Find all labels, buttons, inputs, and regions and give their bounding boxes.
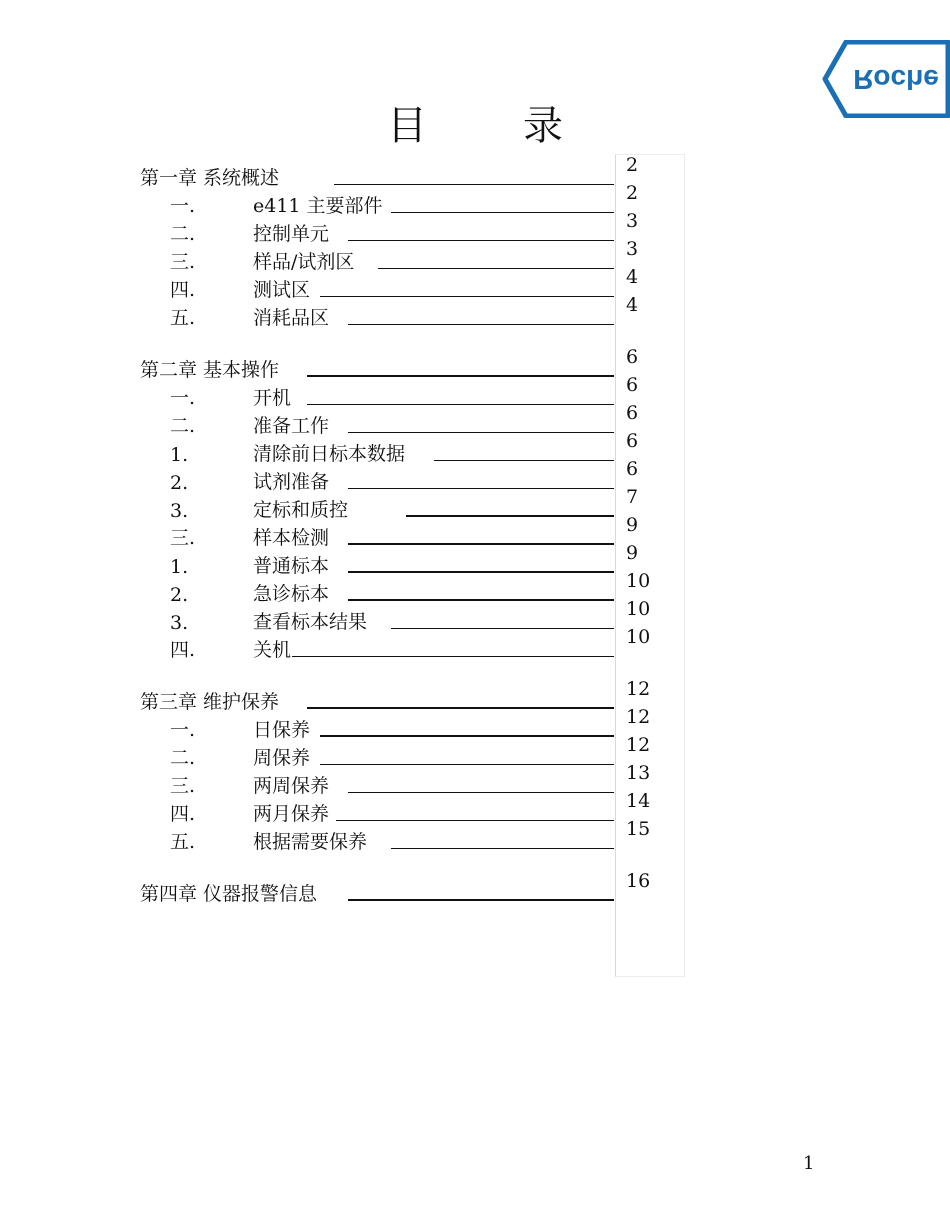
toc-item-label: 开机 — [253, 387, 292, 409]
toc-leader-line — [348, 324, 614, 325]
page-number: 1 — [803, 1153, 815, 1174]
toc-chapter-label: 第二章 基本操作 — [140, 359, 280, 381]
toc-item-number: 三. — [170, 527, 196, 549]
toc-page-number: 9 — [626, 542, 639, 564]
toc-item-row[interactable] — [0, 266, 950, 304]
toc-page-number: 3 — [626, 210, 639, 232]
toc-item-label: 试剂准备 — [253, 471, 330, 493]
toc-leader-line — [336, 820, 614, 821]
toc-page-number: 7 — [626, 486, 639, 508]
toc-item-number: 3. — [170, 500, 189, 522]
toc-chapter-label: 第四章 仪器报警信息 — [140, 883, 318, 905]
toc-item-label: 查看标本结果 — [253, 611, 368, 633]
title-left-char: 目 — [387, 103, 427, 149]
toc-leader-line — [406, 515, 614, 517]
toc-item-row[interactable] — [0, 598, 950, 636]
toc-item-number: 一. — [170, 719, 196, 741]
toc-page-number: 3 — [626, 238, 639, 260]
toc-item-label: 周保养 — [253, 747, 311, 769]
toc-item-row[interactable] — [0, 790, 950, 828]
toc-page-number: 16 — [626, 870, 651, 892]
toc-item-number: 四. — [170, 639, 196, 661]
toc-chapter-label: 第三章 维护保养 — [140, 691, 280, 713]
toc-item-number: 四. — [170, 279, 196, 301]
toc-page-number: 10 — [626, 570, 651, 592]
toc-page-number: 2 — [626, 154, 639, 176]
toc-item-row[interactable] — [0, 818, 950, 856]
toc-page-number: 10 — [626, 626, 651, 648]
toc-leader-line — [334, 184, 614, 185]
toc-item-number: 一. — [170, 387, 196, 409]
toc-item-label: 测试区 — [253, 279, 311, 301]
toc-item-number: 二. — [170, 415, 196, 437]
toc-page-number: 14 — [626, 790, 651, 812]
toc-item-row[interactable] — [0, 486, 950, 524]
toc-item-row[interactable] — [0, 706, 950, 744]
toc-item-number: 三. — [170, 251, 196, 273]
toc-item-row[interactable] — [0, 458, 950, 496]
toc-item-row[interactable] — [0, 182, 950, 220]
toc-item-number: 二. — [170, 747, 196, 769]
toc-chapter-row[interactable] — [0, 870, 950, 908]
toc-leader-line — [348, 899, 614, 901]
toc-page-number: 12 — [626, 734, 651, 756]
toc-chapter-row[interactable] — [0, 346, 950, 384]
toc-item-row[interactable] — [0, 570, 950, 608]
toc-item-label: 根据需要保养 — [253, 831, 368, 853]
toc-item-label: 两月保养 — [253, 803, 330, 825]
toc-leader-line — [348, 543, 614, 545]
toc-item-number: 二. — [170, 223, 196, 245]
toc-item-row[interactable] — [0, 374, 950, 412]
toc-item-number: 3. — [170, 612, 189, 634]
toc-leader-line — [391, 212, 614, 213]
toc-item-label: 关机 — [253, 639, 292, 661]
toc-leader-line — [348, 488, 614, 489]
toc-page-number: 9 — [626, 514, 639, 536]
toc-item-row[interactable] — [0, 430, 950, 468]
toc-item-number: 2. — [170, 472, 189, 494]
toc-leader-line — [307, 707, 614, 709]
toc-leader-line — [348, 240, 614, 241]
toc-item-label: e411 主要部件 — [253, 195, 383, 217]
toc-leader-line — [378, 268, 614, 269]
toc-page-number: 13 — [626, 762, 651, 784]
toc-page-number: 4 — [626, 294, 639, 316]
toc-item-label: 急诊标本 — [253, 583, 330, 605]
toc-item-label: 控制单元 — [253, 223, 330, 245]
toc-item-label: 定标和质控 — [253, 499, 349, 521]
toc-chapter-row[interactable] — [0, 678, 950, 716]
toc-chapter-row[interactable] — [0, 154, 950, 192]
toc-leader-line — [348, 571, 614, 573]
toc-chapter-label: 第一章 系统概述 — [140, 167, 280, 189]
toc-item-label: 两周保养 — [253, 775, 330, 797]
toc-page-number: 6 — [626, 346, 639, 368]
toc-item-number: 五. — [170, 307, 196, 329]
toc-leader-line — [348, 432, 614, 433]
toc-item-row[interactable] — [0, 238, 950, 276]
toc-item-number: 五. — [170, 831, 196, 853]
toc-leader-line — [348, 792, 614, 793]
toc-page-number: 12 — [626, 678, 651, 700]
toc-page-number: 12 — [626, 706, 651, 728]
toc-item-label: 日保养 — [253, 719, 311, 741]
toc-leader-line — [391, 848, 614, 849]
toc-page-number: 10 — [626, 598, 651, 620]
toc-item-row[interactable] — [0, 402, 950, 440]
toc-leader-line — [320, 296, 614, 297]
toc-item-row[interactable] — [0, 542, 950, 580]
toc-leader-line — [320, 735, 614, 737]
toc-item-label: 清除前日标本数据 — [253, 443, 406, 465]
toc-leader-line — [320, 764, 614, 765]
title-right-char: 录 — [523, 103, 563, 149]
toc-item-row[interactable] — [0, 514, 950, 552]
toc-item-label: 消耗品区 — [253, 307, 330, 329]
toc-page-number: 2 — [626, 182, 639, 204]
toc-leader-line — [307, 375, 614, 377]
toc-item-label: 准备工作 — [253, 415, 330, 437]
toc-page-number: 6 — [626, 374, 639, 396]
toc-item-row[interactable] — [0, 762, 950, 800]
toc-item-number: 2. — [170, 584, 189, 606]
toc-item-row[interactable] — [0, 734, 950, 772]
toc-leader-line — [307, 404, 614, 405]
toc-leader-line — [391, 628, 614, 629]
toc-leader-line — [348, 599, 614, 601]
toc-item-label: 普通标本 — [253, 555, 330, 577]
toc-page-number: 6 — [626, 430, 639, 452]
toc-item-number: 四. — [170, 803, 196, 825]
toc-item-row[interactable] — [0, 294, 950, 332]
toc-item-number: 一. — [170, 195, 196, 217]
toc-leader-line — [434, 460, 614, 461]
toc-item-number: 1. — [170, 556, 189, 578]
toc-item-row[interactable] — [0, 626, 950, 664]
toc-leader-line — [292, 656, 614, 657]
logo-text: Roche — [853, 64, 939, 95]
toc-page-number: 15 — [626, 818, 651, 840]
toc-item-number: 1. — [170, 444, 189, 466]
toc-page-number: 6 — [626, 458, 639, 480]
toc-item-number: 三. — [170, 775, 196, 797]
toc-item-row[interactable] — [0, 210, 950, 248]
toc-item-label: 样品/试剂区 — [253, 251, 355, 273]
toc-item-label: 样本检测 — [253, 527, 330, 549]
toc-page-number: 4 — [626, 266, 639, 288]
toc-page-number: 6 — [626, 402, 639, 424]
